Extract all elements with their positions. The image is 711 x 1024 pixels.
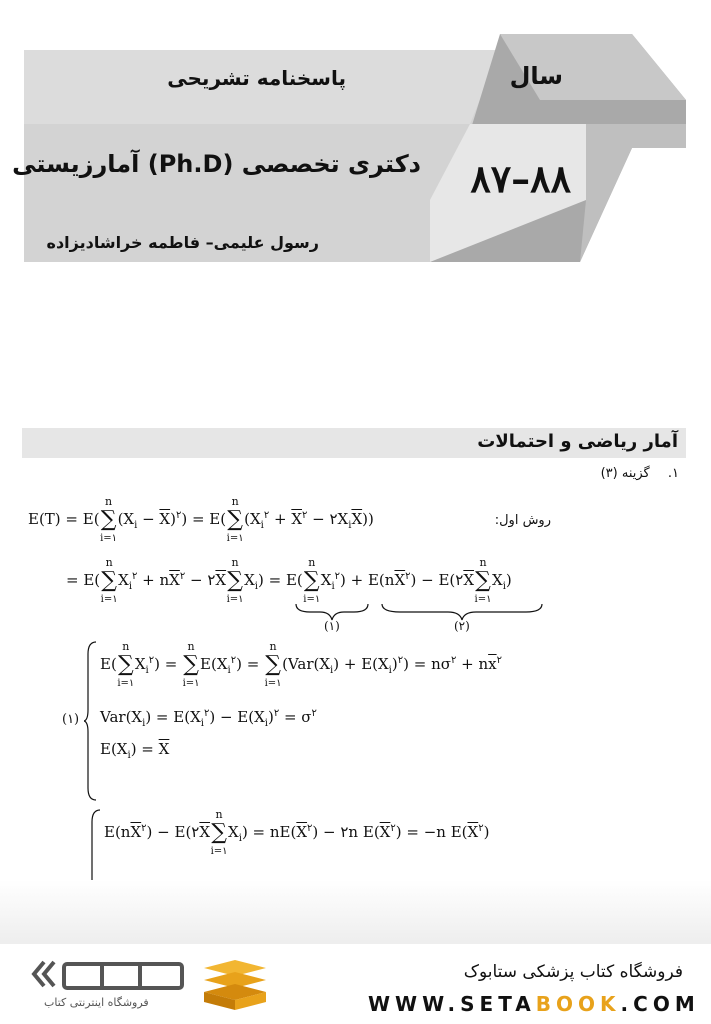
- equation-case2-line-1: $E(n\overline{X}^۲)$ − $E(۲\overline{X}$ n ∑ i=۱ $X_i) = nE(\overline{X}^۲)$ − ۲n $E(\overline{X}^۲) = -n$ $E(\overline{X}^۲)$: [104, 808, 490, 857]
- answer-sheet-title: پاسخنامه تشریحی: [167, 66, 346, 90]
- setabook-wordmark-logo: [30, 958, 190, 998]
- section-header: [22, 428, 686, 458]
- underbrace-label-1: (۱): [324, 619, 340, 633]
- year-label: سال: [509, 62, 563, 90]
- underbrace-label-2: (۲): [454, 619, 470, 633]
- degree-title: دکتری تخصصی (Ph.D) آمارزیستی: [12, 150, 421, 178]
- footer: [0, 944, 711, 1024]
- case-label-1: (۱): [62, 712, 80, 727]
- setabook-book-icon: [200, 960, 270, 1012]
- url-suffix: .COM: [620, 992, 700, 1016]
- equation-case1-line-1: E( n ∑ i=۱ $X_i^۲$) = n ∑ i=۱ $E(X_i^۲)$ = n ∑ i=۱ $(Var(X_i) + E(X_i)^۲) = n\sigma^۲ + n\overline{x}^۲$: [100, 640, 502, 689]
- section-title: آمار ریاضی و احتمالات: [477, 431, 678, 452]
- url-accent: BOOK: [535, 992, 621, 1016]
- header-banner: [0, 0, 711, 280]
- equation-case1-line-3: $E(X_i) = \overline{X}$: [100, 740, 170, 761]
- equation-line-1: E(T) = E( n ∑ i=۱ $(X_i - \overline{X})^۲) = E$( n ∑ i=۱ ($X_i^۲ + \overline{X}^۲$ − $۲X_i\overline{X}$)): [28, 495, 374, 544]
- equation-line-2: = E( n ∑ i=۱ $X_i^۲ + n\overline{X}^۲$ − $۲\overline{X}$ n ∑ i=۱ $X_i) = E$( n ∑ i=۱ $X_i^۲) + E(n\overline{X}^۲)$ − $E(۲\overline{X}$ n ∑ i=۱ $X_i$): [66, 556, 512, 605]
- footer-fade: [0, 880, 711, 950]
- left-brace-1: [84, 640, 98, 802]
- question-line: [601, 466, 679, 481]
- store-name: فروشگاه کتاب پزشکی ستابوک: [463, 962, 683, 982]
- underbraces: [0, 600, 711, 630]
- store-url[interactable]: [368, 992, 700, 1016]
- question-number: ۱.: [667, 466, 679, 481]
- method-label: روش اول:: [494, 513, 551, 528]
- year-value: ۸۸–۸۷: [470, 156, 571, 201]
- answer-option: گزینه (۳): [600, 466, 650, 481]
- authors: رسول علیمی– فاطمه خراشادیزاده: [46, 233, 319, 252]
- equation-case1-line-2: $Var(X_i) = E(X_i^۲) - E(X_i)^۲ = \sigma^۲$: [100, 708, 317, 729]
- logo-subtitle: فروشگاه اینترنتی کتاب: [44, 996, 149, 1009]
- url-prefix: WWW.SETA: [368, 992, 536, 1016]
